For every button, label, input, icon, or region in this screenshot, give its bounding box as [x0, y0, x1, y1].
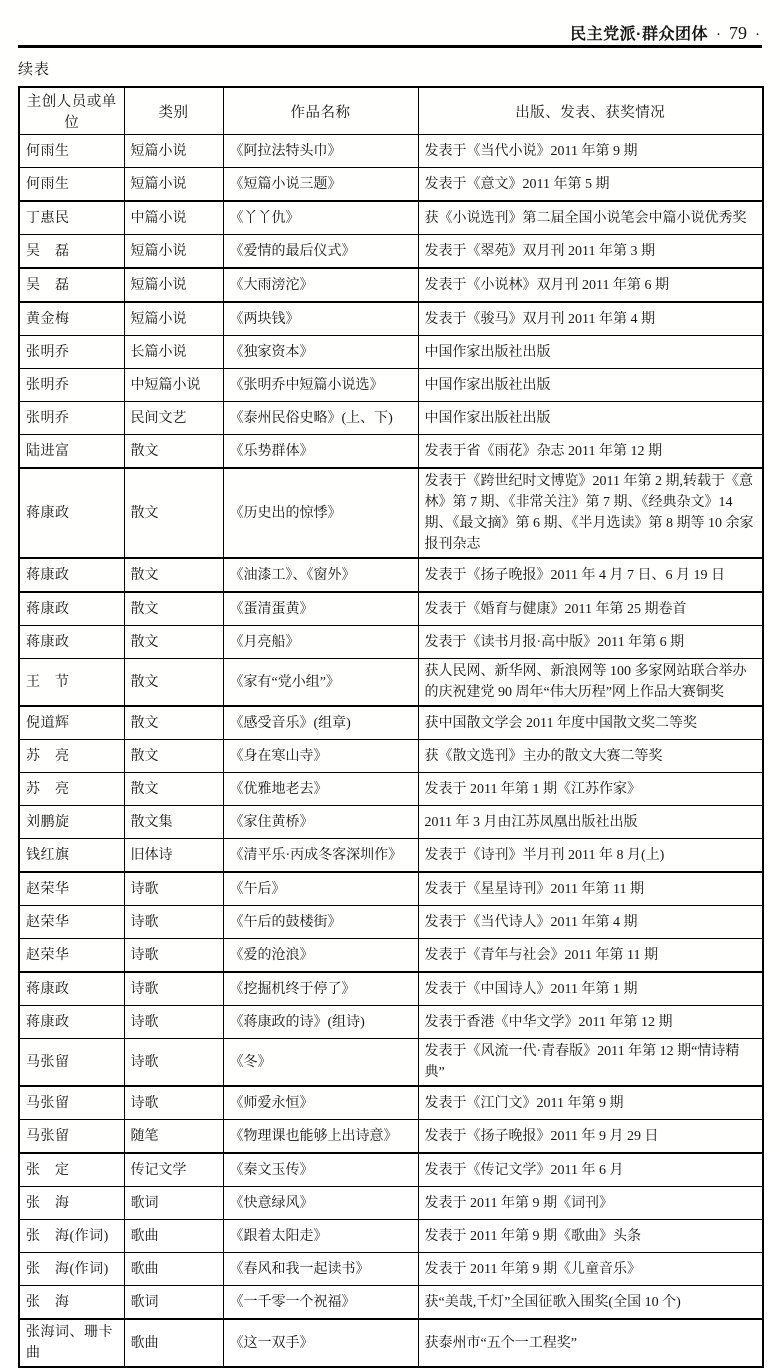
cell-category: 歌词 — [124, 1286, 223, 1320]
cell-creator: 张 海 — [19, 1286, 124, 1320]
cell-title: 《这一双手》 — [223, 1319, 418, 1367]
table-row — [19, 268, 763, 302]
cell-category: 民间文艺 — [124, 402, 223, 435]
cell-status: 发表于《星星诗刊》2011 年第 11 期 — [418, 872, 763, 906]
table-row — [19, 659, 763, 707]
cell-title: 《短篇小说三题》 — [223, 168, 418, 202]
table-row — [19, 168, 763, 202]
cell-title: 《快意绿风》 — [223, 1187, 418, 1220]
cell-category: 散文 — [124, 659, 223, 707]
table-row — [19, 740, 763, 773]
table-header — [19, 87, 763, 135]
cell-category: 短篇小说 — [124, 135, 223, 168]
cell-creator: 马张留 — [19, 1120, 124, 1154]
cell-status: 发表于《扬子晚报》2011 年 9 月 29 日 — [418, 1120, 763, 1154]
cell-status: 中国作家出版社出版 — [418, 402, 763, 435]
section-title: 民主党派·群众团体 — [570, 26, 708, 43]
cell-creator: 苏 亮 — [19, 740, 124, 773]
cell-category: 散文 — [124, 740, 223, 773]
cell-category: 歌曲 — [124, 1253, 223, 1286]
cell-status: 获《散文选刊》主办的散文大赛二等奖 — [418, 740, 763, 773]
header-dot-left: · — [716, 27, 721, 43]
cell-title: 《物理课也能够上出诗意》 — [223, 1120, 418, 1154]
table-row — [19, 235, 763, 269]
table-row — [19, 369, 763, 402]
cell-creator: 张 海(作词) — [19, 1253, 124, 1286]
table-row — [19, 135, 763, 168]
cell-title: 《爱的沧浪》 — [223, 939, 418, 973]
cell-status: 发表于《小说林》双月刊 2011 年第 6 期 — [418, 268, 763, 302]
table-row — [19, 1187, 763, 1220]
cell-category: 中篇小说 — [124, 201, 223, 235]
cell-creator: 蒋康政 — [19, 592, 124, 626]
table-row — [19, 1086, 763, 1120]
cell-status: 发表于《江门文》2011 年第 9 期 — [418, 1086, 763, 1120]
table-row — [19, 1153, 763, 1187]
cell-creator: 何雨生 — [19, 168, 124, 202]
cell-status: 发表于 2011 年第 9 期《歌曲》头条 — [418, 1220, 763, 1253]
cell-creator: 蒋康政 — [19, 558, 124, 592]
table-row — [19, 1253, 763, 1286]
column-header-title: 作品名称 — [223, 87, 418, 135]
cell-creator: 蒋康政 — [19, 972, 124, 1006]
cell-category: 短篇小说 — [124, 302, 223, 336]
column-header-creator: 主创人员或单位 — [19, 87, 124, 135]
cell-creator: 赵荣华 — [19, 906, 124, 939]
cell-title: 《蛋清蛋黄》 — [223, 592, 418, 626]
cell-category: 诗歌 — [124, 1006, 223, 1039]
cell-title: 《跟着太阳走》 — [223, 1220, 418, 1253]
cell-creator: 钱红旗 — [19, 839, 124, 873]
cell-status: 发表于省《雨花》杂志 2011 年第 12 期 — [418, 435, 763, 469]
table-row — [19, 1220, 763, 1253]
cell-creator: 赵荣华 — [19, 872, 124, 906]
cell-creator: 蒋康政 — [19, 626, 124, 659]
cell-creator: 陆进富 — [19, 435, 124, 469]
cell-title: 《乐势群体》 — [223, 435, 418, 469]
table-row — [19, 402, 763, 435]
cell-title: 《泰州民俗史略》(上、下) — [223, 402, 418, 435]
continued-table-label: 续表 — [18, 62, 51, 78]
cell-category: 诗歌 — [124, 906, 223, 939]
cell-status: 发表于 2011 年第 1 期《江苏作家》 — [418, 773, 763, 806]
cell-status: 发表于《中国诗人》2011 年第 1 期 — [418, 972, 763, 1006]
table-row — [19, 706, 763, 740]
cell-category: 诗歌 — [124, 872, 223, 906]
cell-title: 《秦文玉传》 — [223, 1153, 418, 1187]
table-header-row — [19, 87, 763, 135]
cell-creator: 张 海(作词) — [19, 1220, 124, 1253]
table-row — [19, 972, 763, 1006]
cell-creator: 倪道辉 — [19, 706, 124, 740]
table-row — [19, 1120, 763, 1154]
cell-category: 散文 — [124, 626, 223, 659]
cell-status: 发表于《当代诗人》2011 年第 4 期 — [418, 906, 763, 939]
cell-title: 《感受音乐》(组章) — [223, 706, 418, 740]
cell-status: 2011 年 3 月由江苏凤凰出版社出版 — [418, 806, 763, 839]
cell-title: 《清平乐·丙成冬客深圳作》 — [223, 839, 418, 873]
cell-title: 《阿拉法特头巾》 — [223, 135, 418, 168]
cell-status: 发表于《跨世纪时文博览》2011 年第 2 期,转载于《意林》第 7 期、《非常关注》第 7 期、《经典杂文》14 期、《最文摘》第 6 期、《半月选读》第 8 期等 10 余家报刊杂志 — [418, 468, 763, 558]
header-dot-right: · — [755, 27, 760, 43]
cell-category: 诗歌 — [124, 939, 223, 973]
cell-title: 《家住黄桥》 — [223, 806, 418, 839]
cell-title: 《一千零一个祝福》 — [223, 1286, 418, 1320]
cell-status: 发表于《翠苑》双月刊 2011 年第 3 期 — [418, 235, 763, 269]
cell-category: 散文集 — [124, 806, 223, 839]
table-row — [19, 302, 763, 336]
table-row — [19, 468, 763, 558]
cell-category: 散文 — [124, 468, 223, 558]
cell-status: 发表于《传记文学》2011 年 6 月 — [418, 1153, 763, 1187]
cell-title: 《油漆工》、《窗外》 — [223, 558, 418, 592]
page-header — [570, 21, 762, 44]
cell-creator: 赵荣华 — [19, 939, 124, 973]
cell-status: 发表于 2011 年第 9 期《儿童音乐》 — [418, 1253, 763, 1286]
cell-status: 获中国散文学会 2011 年度中国散文奖二等奖 — [418, 706, 763, 740]
cell-category: 诗歌 — [124, 1086, 223, 1120]
cell-title: 《独家资本》 — [223, 336, 418, 369]
cell-category: 歌曲 — [124, 1319, 223, 1367]
cell-creator: 吴 磊 — [19, 235, 124, 269]
cell-category: 散文 — [124, 706, 223, 740]
cell-status: 发表于《青年与社会》2011 年第 11 期 — [418, 939, 763, 973]
cell-status: 发表于《婚育与健康》2011 年第 25 期卷首 — [418, 592, 763, 626]
cell-title: 《丫丫仇》 — [223, 201, 418, 235]
cell-category: 中短篇小说 — [124, 369, 223, 402]
cell-creator: 刘鹏旋 — [19, 806, 124, 839]
cell-creator: 苏 亮 — [19, 773, 124, 806]
cell-title: 《身在寒山寺》 — [223, 740, 418, 773]
table-row — [19, 1319, 763, 1367]
cell-category: 短篇小说 — [124, 235, 223, 269]
cell-status: 中国作家出版社出版 — [418, 336, 763, 369]
cell-category: 长篇小说 — [124, 336, 223, 369]
cell-category: 短篇小说 — [124, 168, 223, 202]
cell-category: 诗歌 — [124, 972, 223, 1006]
cell-title: 《师爱永恒》 — [223, 1086, 418, 1120]
table-row — [19, 773, 763, 806]
cell-title: 《午后》 — [223, 872, 418, 906]
cell-status: 发表于《骏马》双月刊 2011 年第 4 期 — [418, 302, 763, 336]
table-row — [19, 906, 763, 939]
cell-creator: 张 海 — [19, 1187, 124, 1220]
column-header-category: 类别 — [124, 87, 223, 135]
cell-title: 《家有“党小组”》 — [223, 659, 418, 707]
cell-status: 发表于《扬子晚报》2011 年 4 月 7 日、6 月 19 日 — [418, 558, 763, 592]
cell-title: 《爱情的最后仪式》 — [223, 235, 418, 269]
cell-category: 旧体诗 — [124, 839, 223, 873]
works-table — [18, 86, 764, 1368]
cell-creator: 张明乔 — [19, 369, 124, 402]
cell-category: 散文 — [124, 558, 223, 592]
cell-creator: 何雨生 — [19, 135, 124, 168]
cell-creator: 张明乔 — [19, 402, 124, 435]
table-row — [19, 201, 763, 235]
cell-title: 《大雨滂沱》 — [223, 268, 418, 302]
cell-title: 《挖掘机终于停了》 — [223, 972, 418, 1006]
cell-creator: 张明乔 — [19, 336, 124, 369]
cell-category: 散文 — [124, 435, 223, 469]
cell-creator: 丁惠民 — [19, 201, 124, 235]
cell-status: 中国作家出版社出版 — [418, 369, 763, 402]
cell-title: 《优雅地老去》 — [223, 773, 418, 806]
cell-category: 诗歌 — [124, 1039, 223, 1087]
cell-title: 《两块钱》 — [223, 302, 418, 336]
cell-category: 传记文学 — [124, 1153, 223, 1187]
header-rule-divider — [18, 45, 762, 48]
table-row — [19, 435, 763, 469]
cell-category: 短篇小说 — [124, 268, 223, 302]
cell-category: 歌曲 — [124, 1220, 223, 1253]
cell-creator: 吴 磊 — [19, 268, 124, 302]
cell-status: 发表于 2011 年第 9 期《词刊》 — [418, 1187, 763, 1220]
cell-category: 随笔 — [124, 1120, 223, 1154]
table-row — [19, 1286, 763, 1320]
cell-creator: 黄金梅 — [19, 302, 124, 336]
cell-creator: 张海词、珊卡曲 — [19, 1319, 124, 1367]
cell-category: 散文 — [124, 773, 223, 806]
table-row — [19, 1006, 763, 1039]
cell-title: 《月亮船》 — [223, 626, 418, 659]
table-row — [19, 592, 763, 626]
cell-creator: 王 节 — [19, 659, 124, 707]
table-row — [19, 626, 763, 659]
cell-status: 获《小说选刊》第二届全国小说笔会中篇小说优秀奖 — [418, 201, 763, 235]
table-row — [19, 558, 763, 592]
table-row — [19, 1039, 763, 1087]
cell-status: 发表于《意文》2011 年第 5 期 — [418, 168, 763, 202]
page-number: 79 — [729, 23, 747, 43]
cell-status: 获泰州市“五个一工程奖” — [418, 1319, 763, 1367]
cell-category: 散文 — [124, 592, 223, 626]
cell-title: 《蒋康政的诗》(组诗) — [223, 1006, 418, 1039]
cell-status: 发表于香港《中华文学》2011 年第 12 期 — [418, 1006, 763, 1039]
cell-title: 《历史出的惊悸》 — [223, 468, 418, 558]
table-row — [19, 336, 763, 369]
cell-status: 发表于《诗刊》半月刊 2011 年 8 月(上) — [418, 839, 763, 873]
cell-title: 《午后的鼓楼街》 — [223, 906, 418, 939]
cell-title: 《冬》 — [223, 1039, 418, 1087]
table-row — [19, 839, 763, 873]
column-header-status: 出版、发表、获奖情况 — [418, 87, 763, 135]
table-row — [19, 939, 763, 973]
cell-status: 发表于《风流一代·青春版》2011 年第 12 期“情诗精典” — [418, 1039, 763, 1087]
cell-creator: 张 定 — [19, 1153, 124, 1187]
cell-title: 《张明乔中短篇小说选》 — [223, 369, 418, 402]
cell-status: 发表于《当代小说》2011 年第 9 期 — [418, 135, 763, 168]
cell-status: 获人民网、新华网、新浪网等 100 多家网站联合举办的庆祝建党 90 周年“伟大历程”网上作品大赛铜奖 — [418, 659, 763, 707]
cell-status: 获“美哉,千灯”全国征歌入围奖(全国 10 个) — [418, 1286, 763, 1320]
cell-creator: 马张留 — [19, 1086, 124, 1120]
table-body — [19, 135, 763, 1368]
cell-creator: 蒋康政 — [19, 1006, 124, 1039]
cell-title: 《春风和我一起读书》 — [223, 1253, 418, 1286]
cell-category: 歌词 — [124, 1187, 223, 1220]
table-row — [19, 806, 763, 839]
table-row — [19, 872, 763, 906]
cell-creator: 蒋康政 — [19, 468, 124, 558]
cell-creator: 马张留 — [19, 1039, 124, 1087]
cell-status: 发表于《读书月报·高中版》2011 年第 6 期 — [418, 626, 763, 659]
